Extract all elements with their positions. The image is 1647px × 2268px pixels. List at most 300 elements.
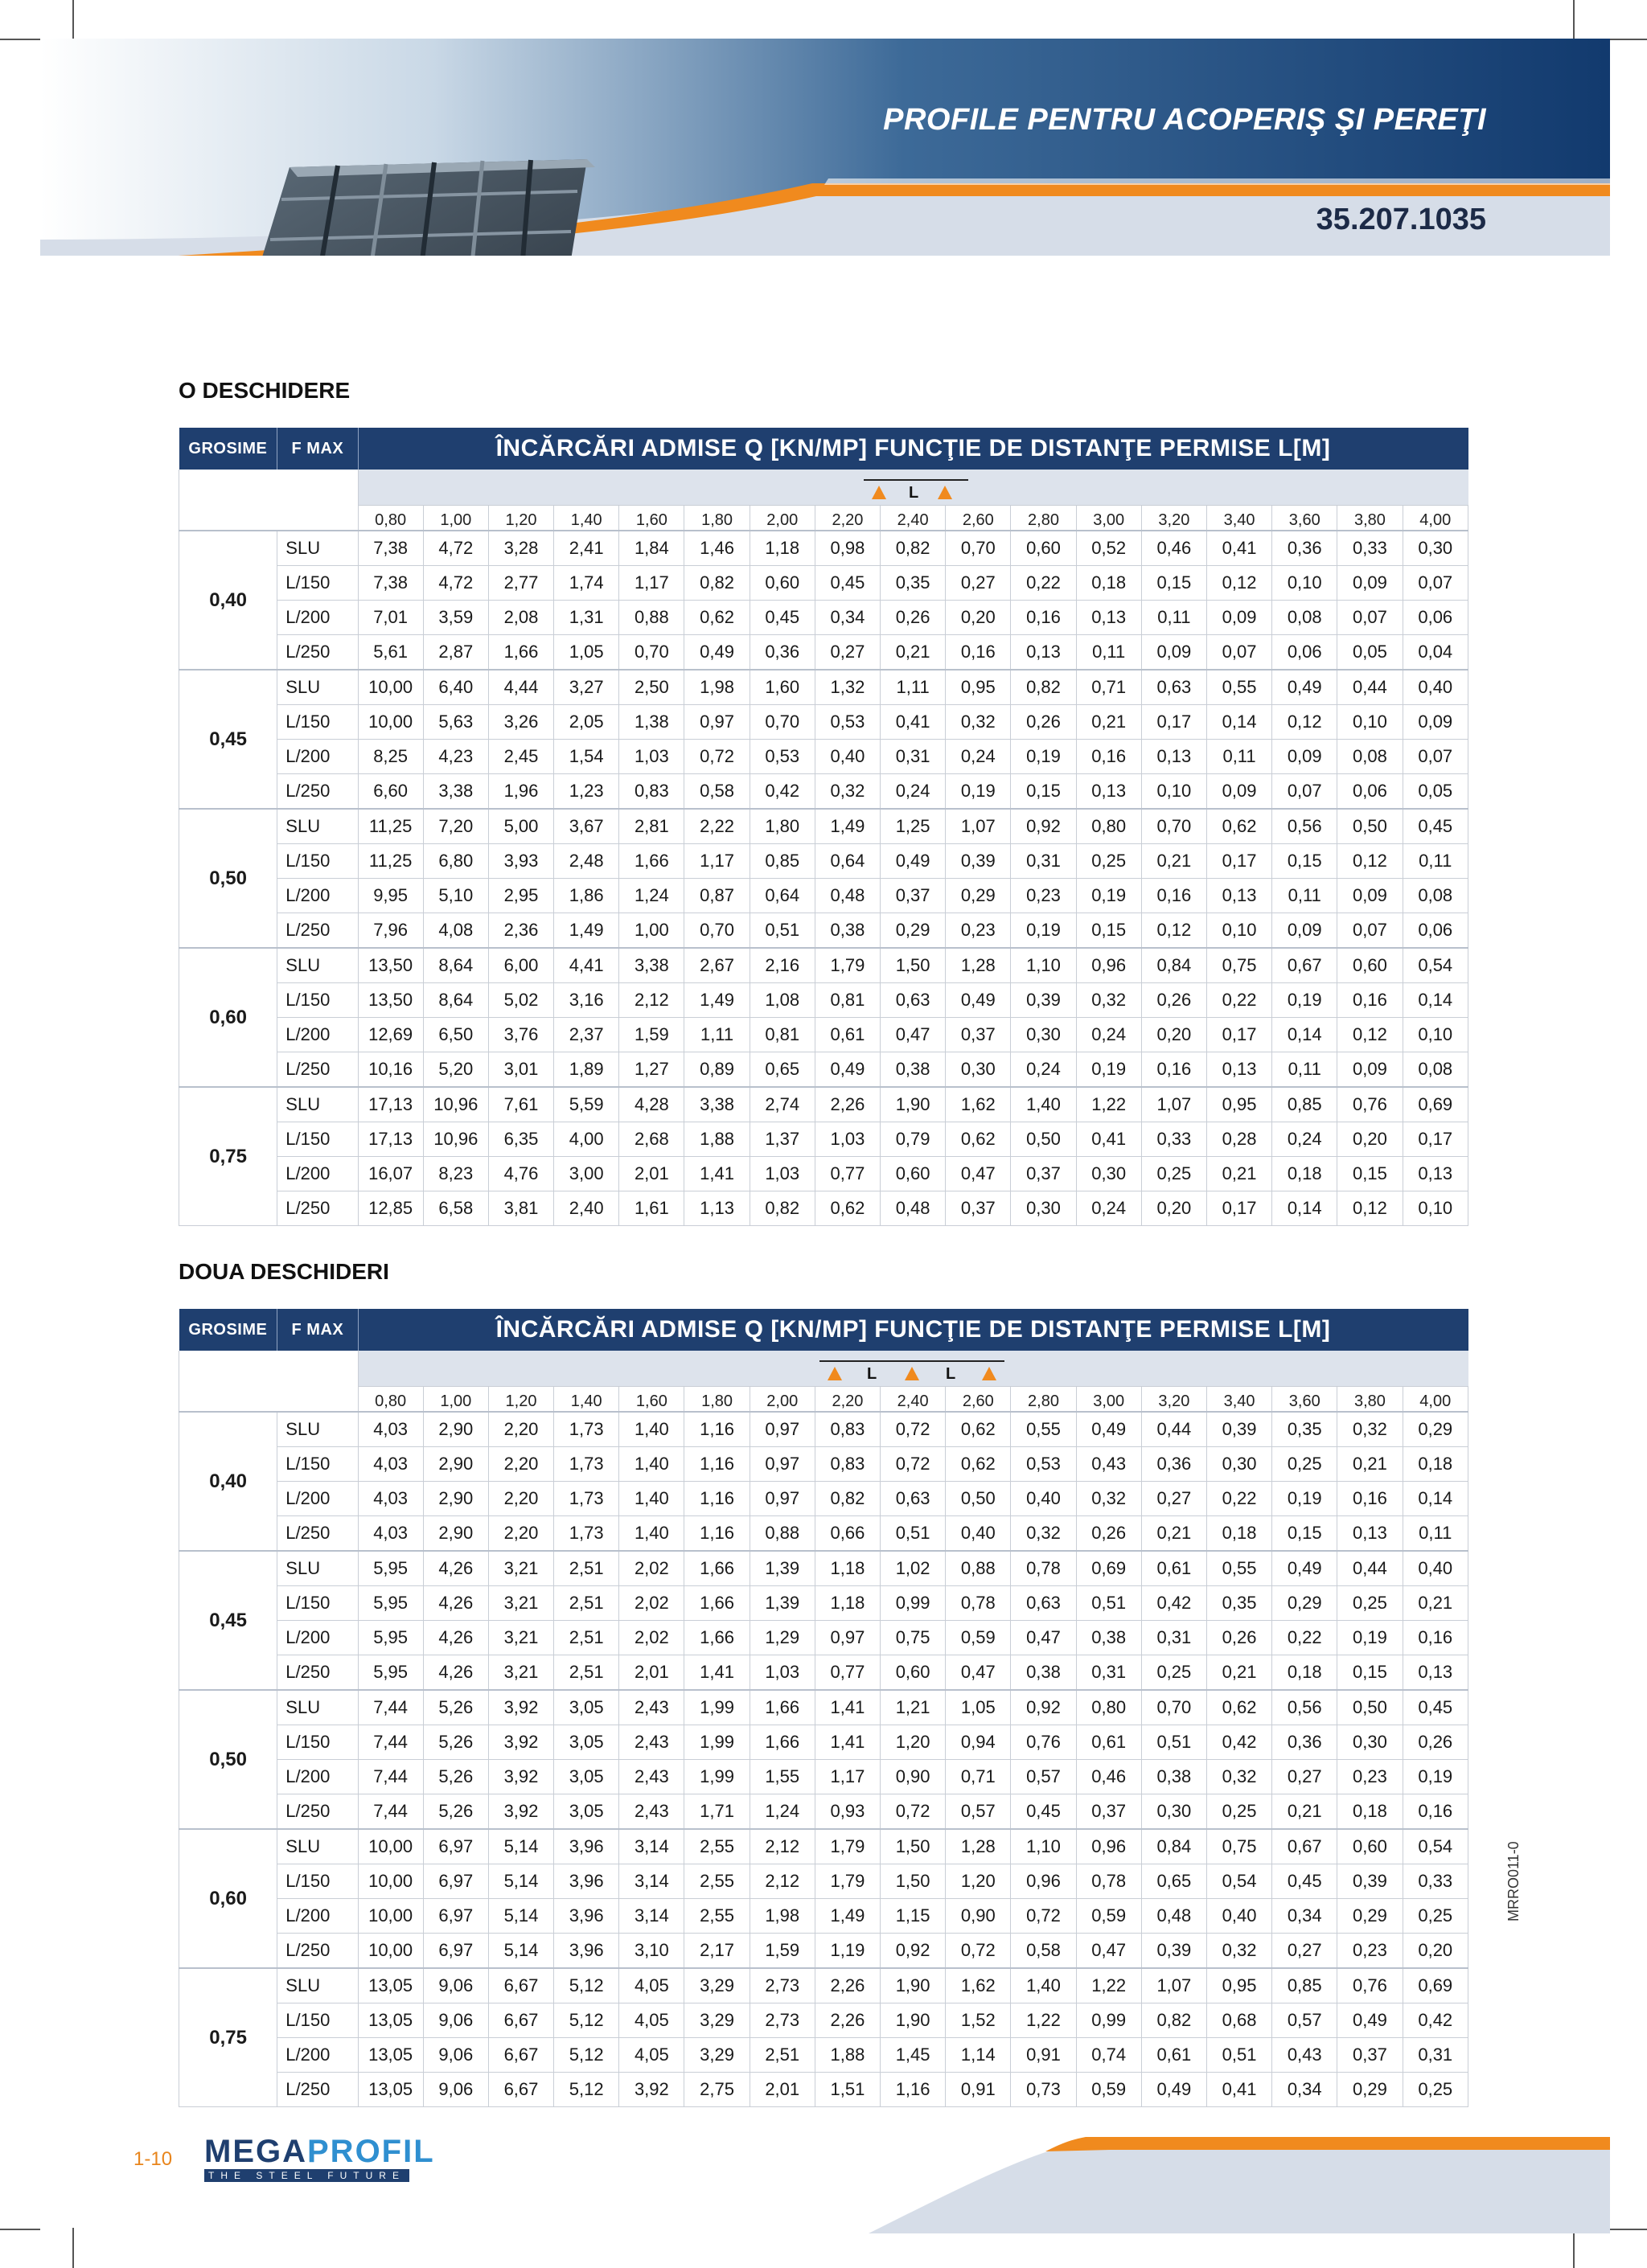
- load-value-cell: 0,96: [1076, 948, 1141, 983]
- load-value-cell: 0,39: [1141, 1934, 1206, 1969]
- load-value-cell: 4,03: [358, 1482, 423, 1516]
- load-value-cell: 1,99: [684, 1690, 750, 1725]
- fmax-cell: L/250: [277, 1191, 358, 1226]
- load-value-cell: 0,14: [1272, 1191, 1337, 1226]
- fmax-cell: L/250: [277, 913, 358, 949]
- load-value-cell: 0,15: [1272, 844, 1337, 879]
- load-value-cell: 4,26: [423, 1655, 488, 1691]
- load-value-cell: 0,17: [1206, 1018, 1271, 1052]
- load-value-cell: 0,63: [1141, 670, 1206, 705]
- load-value-cell: 0,71: [1076, 670, 1141, 705]
- load-value-cell: 0,12: [1337, 1191, 1403, 1226]
- load-value-cell: 1,79: [815, 1864, 880, 1899]
- load-value-cell: 0,69: [1403, 1087, 1468, 1122]
- load-value-cell: 2,16: [750, 948, 815, 983]
- load-value-cell: 0,91: [1011, 2038, 1076, 2073]
- load-value-cell: 0,10: [1337, 705, 1403, 740]
- load-value-cell: 8,64: [423, 948, 488, 983]
- load-value-cell: 3,14: [619, 1899, 684, 1934]
- load-value-cell: 0,82: [1141, 2003, 1206, 2038]
- load-value-cell: 0,15: [1076, 913, 1141, 949]
- fmax-cell: L/250: [277, 1934, 358, 1969]
- load-value-cell: 0,60: [1337, 948, 1403, 983]
- load-value-cell: 0,19: [1011, 740, 1076, 774]
- distance-header-row: [179, 1387, 1468, 1413]
- crop-mark: [1573, 2228, 1575, 2268]
- load-value-cell: 0,18: [1076, 566, 1141, 601]
- crop-mark: [0, 39, 40, 40]
- load-value-cell: 0,20: [1337, 1122, 1403, 1157]
- load-value-cell: 1,16: [684, 1412, 750, 1447]
- fmax-cell: SLU: [277, 809, 358, 844]
- distance-cell: 3,60: [1272, 506, 1337, 531]
- load-value-cell: 3,38: [619, 948, 684, 983]
- load-value-cell: 11,25: [358, 844, 423, 879]
- load-value-cell: 1,17: [815, 1760, 880, 1794]
- support-triangle-icon: [828, 1367, 842, 1380]
- load-value-cell: 2,26: [815, 2003, 880, 2038]
- load-value-cell: 1,49: [684, 983, 750, 1018]
- load-value-cell: 5,26: [423, 1794, 488, 1830]
- load-value-cell: 2,90: [423, 1412, 488, 1447]
- load-value-cell: 1,28: [946, 948, 1011, 983]
- load-value-cell: 1,52: [946, 2003, 1011, 2038]
- load-value-cell: 0,87: [684, 879, 750, 913]
- load-value-cell: 0,62: [1206, 1690, 1271, 1725]
- load-value-cell: 0,30: [1141, 1794, 1206, 1830]
- load-value-cell: 1,21: [881, 1690, 946, 1725]
- load-value-cell: 0,35: [881, 566, 946, 601]
- fmax-cell: L/150: [277, 1864, 358, 1899]
- load-value-cell: 7,44: [358, 1725, 423, 1760]
- load-value-cell: 0,20: [1141, 1018, 1206, 1052]
- load-value-cell: 0,25: [1076, 844, 1141, 879]
- load-value-cell: 1,49: [815, 809, 880, 844]
- span-diagram-row: [179, 1351, 1468, 1387]
- load-value-cell: 6,97: [423, 1934, 488, 1969]
- load-value-cell: 17,13: [358, 1122, 423, 1157]
- load-value-cell: 1,37: [750, 1122, 815, 1157]
- load-value-cell: 0,14: [1206, 705, 1271, 740]
- load-value-cell: 1,40: [619, 1516, 684, 1552]
- load-value-cell: 1,89: [554, 1052, 619, 1088]
- load-value-cell: 0,32: [1011, 1516, 1076, 1552]
- load-value-cell: 0,53: [1011, 1447, 1076, 1482]
- load-value-cell: 0,13: [1206, 1052, 1271, 1088]
- load-value-cell: 1,51: [815, 2073, 880, 2107]
- load-value-cell: 0,19: [1337, 1621, 1403, 1655]
- load-value-cell: 0,75: [1206, 948, 1271, 983]
- load-value-cell: 0,50: [946, 1482, 1011, 1516]
- fmax-cell: L/150: [277, 2003, 358, 2038]
- header-fmax: F MAX: [277, 1309, 358, 1351]
- load-value-cell: 0,18: [1403, 1447, 1468, 1482]
- load-value-cell: 0,21: [1206, 1655, 1271, 1691]
- load-value-cell: 12,69: [358, 1018, 423, 1052]
- load-value-cell: 0,27: [946, 566, 1011, 601]
- table-row: [179, 1018, 1468, 1052]
- load-value-cell: 1,66: [684, 1621, 750, 1655]
- distance-cell: 2,80: [1011, 506, 1076, 531]
- load-value-cell: 5,26: [423, 1760, 488, 1794]
- load-value-cell: 2,12: [619, 983, 684, 1018]
- load-value-cell: 1,13: [684, 1191, 750, 1226]
- load-value-cell: 13,50: [358, 948, 423, 983]
- fmax-cell: L/200: [277, 1621, 358, 1655]
- load-value-cell: 7,38: [358, 531, 423, 566]
- load-value-cell: 0,40: [1403, 670, 1468, 705]
- span-label: L: [909, 484, 919, 502]
- load-value-cell: 1,59: [750, 1934, 815, 1969]
- load-value-cell: 3,27: [554, 670, 619, 705]
- load-value-cell: 2,51: [750, 2038, 815, 2073]
- load-value-cell: 0,25: [1206, 1794, 1271, 1830]
- load-value-cell: 1,19: [815, 1934, 880, 1969]
- load-value-cell: 1,10: [1011, 948, 1076, 983]
- page-number: 1-10: [133, 2148, 173, 2170]
- fmax-cell: L/150: [277, 1447, 358, 1482]
- table-row: [179, 1655, 1468, 1691]
- load-value-cell: 2,12: [750, 1829, 815, 1864]
- load-value-cell: 6,40: [423, 670, 488, 705]
- distance-cell: 0,80: [358, 506, 423, 531]
- load-value-cell: 5,95: [358, 1621, 423, 1655]
- load-value-cell: 1,18: [815, 1586, 880, 1621]
- load-value-cell: 0,16: [1141, 879, 1206, 913]
- load-value-cell: 3,38: [423, 774, 488, 810]
- load-value-cell: 0,78: [1011, 1551, 1076, 1586]
- header-loads-title: ÎNCĂRCĂRI ADMISE Q [KN/MP] FUNCŢIE DE DISTANŢE PERMISE L[M]: [358, 1309, 1468, 1351]
- load-value-cell: 0,27: [815, 635, 880, 671]
- load-value-cell: 0,37: [946, 1191, 1011, 1226]
- fmax-cell: L/200: [277, 2038, 358, 2073]
- load-value-cell: 0,07: [1337, 913, 1403, 949]
- load-value-cell: 0,32: [1337, 1412, 1403, 1447]
- load-value-cell: 0,30: [1403, 531, 1468, 566]
- load-value-cell: 0,88: [619, 601, 684, 635]
- load-value-cell: 0,99: [1076, 2003, 1141, 2038]
- load-value-cell: 0,31: [1141, 1621, 1206, 1655]
- fmax-cell: L/150: [277, 844, 358, 879]
- load-value-cell: 1,60: [750, 670, 815, 705]
- load-value-cell: 0,36: [1272, 531, 1337, 566]
- load-value-cell: 0,38: [1011, 1655, 1076, 1691]
- load-value-cell: 1,98: [750, 1899, 815, 1934]
- load-value-cell: 0,92: [881, 1934, 946, 1969]
- load-value-cell: 0,83: [815, 1447, 880, 1482]
- table-row: [179, 879, 1468, 913]
- load-value-cell: 0,95: [1206, 1968, 1271, 2003]
- fmax-cell: SLU: [277, 670, 358, 705]
- load-value-cell: 1,25: [881, 809, 946, 844]
- load-value-cell: 0,48: [881, 1191, 946, 1226]
- load-value-cell: 0,09: [1272, 740, 1337, 774]
- load-value-cell: 1,88: [684, 1122, 750, 1157]
- load-value-cell: 0,55: [1206, 670, 1271, 705]
- load-value-cell: 1,90: [881, 1968, 946, 2003]
- table-row: [179, 601, 1468, 635]
- span-diagram: [358, 470, 1468, 506]
- load-value-cell: 0,08: [1403, 1052, 1468, 1088]
- load-value-cell: 7,01: [358, 601, 423, 635]
- load-value-cell: 0,21: [1272, 1794, 1337, 1830]
- fmax-cell: SLU: [277, 531, 358, 566]
- thickness-cell: 0,40: [179, 531, 277, 670]
- load-value-cell: 0,97: [750, 1482, 815, 1516]
- load-value-cell: 0,67: [1272, 1829, 1337, 1864]
- load-value-cell: 0,13: [1337, 1516, 1403, 1552]
- load-value-cell: 0,14: [1272, 1018, 1337, 1052]
- load-value-cell: 0,77: [815, 1655, 880, 1691]
- load-value-cell: 0,09: [1206, 601, 1271, 635]
- distance-cell: 2,60: [946, 506, 1011, 531]
- load-value-cell: 0,90: [946, 1899, 1011, 1934]
- load-value-cell: 0,69: [1403, 1968, 1468, 2003]
- load-value-cell: 13,50: [358, 983, 423, 1018]
- load-value-cell: 3,21: [488, 1621, 553, 1655]
- load-value-cell: 0,32: [1206, 1934, 1271, 1969]
- load-value-cell: 1,46: [684, 531, 750, 566]
- load-value-cell: 5,12: [554, 2038, 619, 2073]
- load-value-cell: 1,90: [881, 1087, 946, 1122]
- load-value-cell: 0,62: [946, 1122, 1011, 1157]
- load-value-cell: 0,74: [1076, 2038, 1141, 2073]
- thickness-cell: 0,40: [179, 1412, 277, 1551]
- load-value-cell: 0,33: [1141, 1122, 1206, 1157]
- load-value-cell: 10,00: [358, 1899, 423, 1934]
- load-value-cell: 0,08: [1403, 879, 1468, 913]
- load-value-cell: 0,21: [1337, 1447, 1403, 1482]
- load-value-cell: 0,09: [1272, 913, 1337, 949]
- load-value-cell: 7,44: [358, 1794, 423, 1830]
- load-value-cell: 0,18: [1206, 1516, 1271, 1552]
- table-row: [179, 1447, 1468, 1482]
- load-value-cell: 0,77: [815, 1157, 880, 1191]
- load-value-cell: 1,11: [684, 1018, 750, 1052]
- fmax-cell: L/150: [277, 1122, 358, 1157]
- table-row: [179, 913, 1468, 949]
- load-value-cell: 0,45: [1011, 1794, 1076, 1830]
- load-value-cell: 0,75: [881, 1621, 946, 1655]
- load-value-cell: 0,98: [815, 531, 880, 566]
- load-value-cell: 0,39: [1337, 1864, 1403, 1899]
- crop-mark: [72, 0, 74, 40]
- load-value-cell: 0,25: [1141, 1655, 1206, 1691]
- load-value-cell: 4,03: [358, 1516, 423, 1552]
- load-value-cell: 1,10: [1011, 1829, 1076, 1864]
- load-value-cell: 0,05: [1403, 774, 1468, 810]
- load-value-cell: 0,30: [1011, 1018, 1076, 1052]
- distance-cell: 1,80: [684, 506, 750, 531]
- load-value-cell: 0,13: [1011, 635, 1076, 671]
- load-value-cell: 8,23: [423, 1157, 488, 1191]
- distance-cell: 3,00: [1076, 1387, 1141, 1413]
- load-value-cell: 0,24: [881, 774, 946, 810]
- distance-cell: 2,40: [881, 506, 946, 531]
- load-value-cell: 0,51: [1076, 1586, 1141, 1621]
- load-value-cell: 0,30: [1011, 1191, 1076, 1226]
- load-value-cell: 0,19: [1076, 879, 1141, 913]
- fmax-cell: L/150: [277, 1725, 358, 1760]
- load-value-cell: 0,58: [684, 774, 750, 810]
- page-title: PROFILE PENTRU ACOPERIŞ ŞI PEREŢI: [883, 103, 1486, 137]
- load-value-cell: 2,95: [488, 879, 553, 913]
- load-value-cell: 6,00: [488, 948, 553, 983]
- distance-cell: 2,40: [881, 1387, 946, 1413]
- load-value-cell: 0,16: [1076, 740, 1141, 774]
- load-value-cell: 0,44: [1337, 670, 1403, 705]
- support-triangle-icon: [982, 1367, 996, 1380]
- load-value-cell: 0,09: [1206, 774, 1271, 810]
- distance-cell: 2,60: [946, 1387, 1011, 1413]
- load-value-cell: 0,81: [750, 1018, 815, 1052]
- load-value-cell: 2,36: [488, 913, 553, 949]
- load-value-cell: 0,47: [946, 1655, 1011, 1691]
- fmax-cell: L/200: [277, 601, 358, 635]
- load-value-cell: 13,05: [358, 2038, 423, 2073]
- load-value-cell: 0,63: [881, 1482, 946, 1516]
- load-value-cell: 3,05: [554, 1725, 619, 1760]
- load-value-cell: 0,90: [881, 1760, 946, 1794]
- load-value-cell: 10,96: [423, 1122, 488, 1157]
- load-value-cell: 0,24: [946, 740, 1011, 774]
- load-value-cell: 2,75: [684, 2073, 750, 2107]
- load-value-cell: 0,37: [1076, 1794, 1141, 1830]
- load-value-cell: 0,32: [1076, 1482, 1141, 1516]
- thickness-cell: 0,60: [179, 948, 277, 1087]
- distance-cell: 1,00: [423, 1387, 488, 1413]
- load-value-cell: 4,23: [423, 740, 488, 774]
- load-value-cell: 0,29: [1272, 1586, 1337, 1621]
- load-value-cell: 0,06: [1403, 913, 1468, 949]
- table-row: [179, 705, 1468, 740]
- logo-part-profil: PROFIL: [307, 2134, 435, 2169]
- load-value-cell: 0,16: [1337, 983, 1403, 1018]
- load-value-cell: 2,01: [750, 2073, 815, 2107]
- load-value-cell: 0,80: [1076, 1690, 1141, 1725]
- section-title-double-span: DOUA DESCHIDERI: [179, 1259, 389, 1284]
- load-value-cell: 0,12: [1272, 705, 1337, 740]
- load-value-cell: 1,50: [881, 1829, 946, 1864]
- load-value-cell: 0,72: [684, 740, 750, 774]
- load-value-cell: 0,78: [1076, 1864, 1141, 1899]
- load-value-cell: 1,80: [750, 809, 815, 844]
- fmax-cell: L/150: [277, 983, 358, 1018]
- load-value-cell: 0,13: [1141, 740, 1206, 774]
- load-value-cell: 5,14: [488, 1864, 553, 1899]
- thickness-cell: 0,75: [179, 1968, 277, 2107]
- load-value-cell: 0,73: [1011, 2073, 1076, 2107]
- load-value-cell: 0,62: [684, 601, 750, 635]
- support-triangle-icon: [938, 486, 952, 499]
- load-value-cell: 0,76: [1337, 1968, 1403, 2003]
- table-row: [179, 670, 1468, 705]
- load-value-cell: 0,57: [1272, 2003, 1337, 2038]
- section-title-single-span: O DESCHIDERE: [179, 378, 351, 403]
- load-value-cell: 3,05: [554, 1760, 619, 1794]
- table-row: [179, 531, 1468, 566]
- distance-header-row: [179, 506, 1468, 531]
- load-value-cell: 0,49: [1337, 2003, 1403, 2038]
- load-value-cell: 1,03: [750, 1157, 815, 1191]
- table-row: [179, 1794, 1468, 1830]
- fmax-cell: SLU: [277, 1968, 358, 2003]
- load-value-cell: 4,26: [423, 1551, 488, 1586]
- load-value-cell: 6,50: [423, 1018, 488, 1052]
- load-value-cell: 0,72: [1011, 1899, 1076, 1934]
- load-table-single-span: [179, 428, 1468, 1226]
- table-row: [179, 1191, 1468, 1226]
- load-value-cell: 0,23: [1337, 1760, 1403, 1794]
- load-value-cell: 0,19: [1272, 983, 1337, 1018]
- distance-cell: 1,40: [554, 506, 619, 531]
- load-value-cell: 3,93: [488, 844, 553, 879]
- load-value-cell: 3,29: [684, 1968, 750, 2003]
- load-value-cell: 1,73: [554, 1516, 619, 1552]
- span-diagram-row: [179, 470, 1468, 506]
- load-value-cell: 0,44: [1337, 1551, 1403, 1586]
- table-row: [179, 948, 1468, 983]
- load-value-cell: 0,61: [1141, 1551, 1206, 1586]
- load-value-cell: 0,66: [815, 1516, 880, 1552]
- load-value-cell: 1,49: [815, 1899, 880, 1934]
- load-value-cell: 0,49: [684, 635, 750, 671]
- load-value-cell: 4,41: [554, 948, 619, 983]
- thickness-cell: 0,60: [179, 1829, 277, 1968]
- load-value-cell: 0,42: [1206, 1725, 1271, 1760]
- table-row: [179, 983, 1468, 1018]
- load-value-cell: 2,90: [423, 1482, 488, 1516]
- fmax-cell: L/200: [277, 1899, 358, 1934]
- load-value-cell: 0,12: [1206, 566, 1271, 601]
- load-value-cell: 1,61: [619, 1191, 684, 1226]
- load-value-cell: 6,60: [358, 774, 423, 810]
- distance-cell: 3,80: [1337, 506, 1403, 531]
- load-value-cell: 0,71: [946, 1760, 1011, 1794]
- load-value-cell: 0,31: [1011, 844, 1076, 879]
- load-value-cell: 1,66: [488, 635, 553, 671]
- load-value-cell: 6,67: [488, 2073, 553, 2107]
- load-value-cell: 0,42: [1403, 2003, 1468, 2038]
- load-value-cell: 2,17: [684, 1934, 750, 1969]
- fmax-cell: L/200: [277, 1018, 358, 1052]
- table-header-row: [179, 1309, 1468, 1351]
- load-value-cell: 3,67: [554, 809, 619, 844]
- load-value-cell: 5,95: [358, 1551, 423, 1586]
- distance-cell: 4,00: [1403, 506, 1468, 531]
- span-label: L: [867, 1365, 877, 1383]
- load-value-cell: 0,61: [815, 1018, 880, 1052]
- load-value-cell: 0,20: [946, 601, 1011, 635]
- load-value-cell: 4,26: [423, 1621, 488, 1655]
- load-value-cell: 13,05: [358, 2073, 423, 2107]
- load-value-cell: 7,44: [358, 1760, 423, 1794]
- load-value-cell: 0,38: [1076, 1621, 1141, 1655]
- load-value-cell: 0,06: [1272, 635, 1337, 671]
- load-value-cell: 0,59: [946, 1621, 1011, 1655]
- load-value-cell: 0,62: [946, 1412, 1011, 1447]
- load-value-cell: 0,55: [1011, 1412, 1076, 1447]
- load-value-cell: 0,10: [1272, 566, 1337, 601]
- load-value-cell: 3,21: [488, 1586, 553, 1621]
- load-value-cell: 0,33: [1337, 531, 1403, 566]
- distance-cell: 2,00: [750, 1387, 815, 1413]
- load-value-cell: 0,10: [1141, 774, 1206, 810]
- load-value-cell: 1,18: [750, 531, 815, 566]
- load-value-cell: 0,70: [946, 531, 1011, 566]
- load-value-cell: 5,61: [358, 635, 423, 671]
- table-row: [179, 1157, 1468, 1191]
